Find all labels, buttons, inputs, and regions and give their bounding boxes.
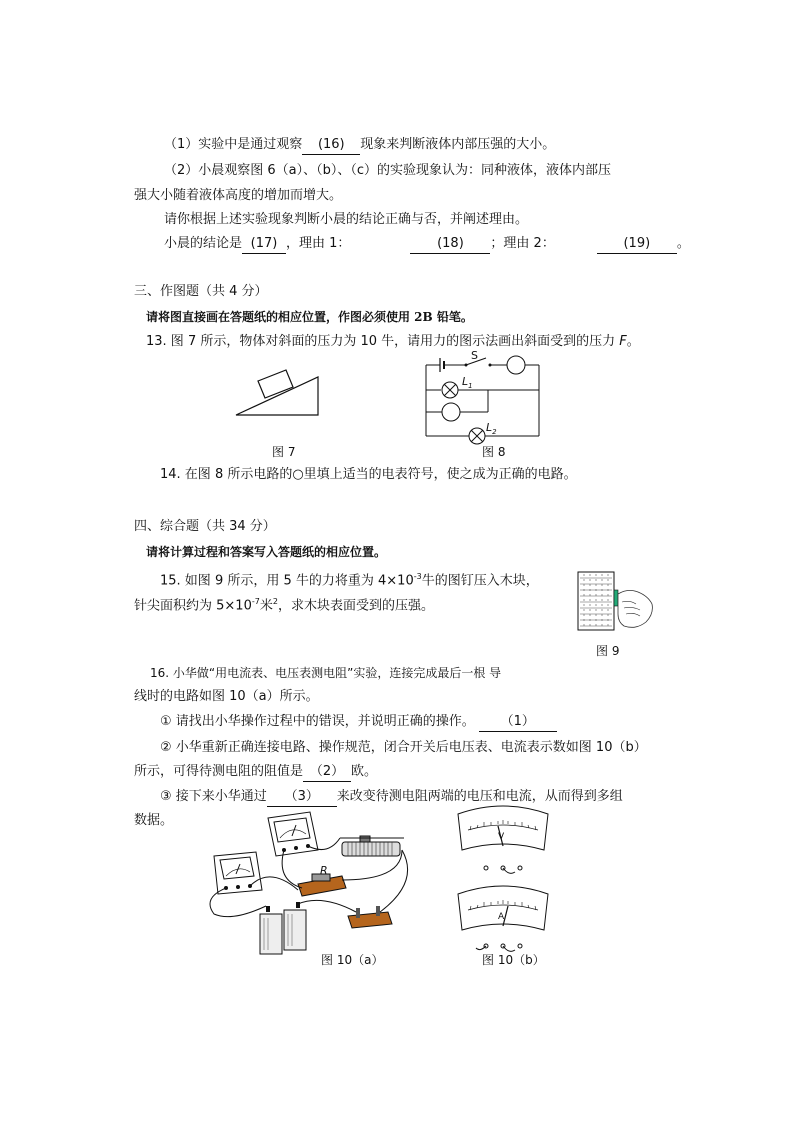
q16-part2-line1: ② 小华重新正确连接电路、操作规范，闭合开关后电压表、电流表示数如图 10（b） — [160, 740, 647, 755]
answer-blank-19: (19) — [597, 235, 677, 254]
q12-part2-line2: 强大小随着液体高度的增加而增大。 — [134, 188, 343, 203]
figure-10b-caption: 图 10（b） — [482, 953, 545, 967]
figure-9-caption: 图 9 — [596, 644, 620, 658]
q16-part2-line2: 所示，可得待测电阻的阻值是 （2） 欧。 — [134, 763, 377, 782]
q16-part3-line2: 数据。 — [134, 813, 174, 828]
q16-line2: 线时的电路如图 10（a）所示。 — [134, 689, 319, 704]
q15-line1: 15. 如图 9 所示，用 5 牛的力将重为 $4\times 10^{-3}$牛的图钉压入木块， — [160, 572, 539, 589]
q16-part3-line1: ③ 接下来小华通过 （3） 来改变待测电阻两端的电压和电流，从而得到多组 — [160, 788, 623, 807]
q13-text: 13. 图 7 所示，物体对斜面的压力为 10 牛，请用力的图示法画出斜面受到的压力 F。 — [146, 334, 640, 349]
q16-line1: 16. 小华做“用电流表、电压表测电阻”实验，连接完成最后一根 导 — [150, 666, 502, 680]
section4-instruction: 请将计算过程和答案写入答题纸的相应位置。 — [146, 545, 387, 559]
answer-blank-3: （3） — [267, 788, 337, 807]
section3-title: 三、作图题（共 4 分） — [134, 284, 268, 299]
q14-text: 14. 在图 8 所示电路的○里填上适当的电表符号，使之成为正确的电路。 — [160, 467, 577, 482]
q12-instruction: 请你根据上述实验现象判断小晨的结论正确与否，并阐述理由。 — [164, 212, 529, 227]
figure-7-caption: 图 7 — [272, 445, 296, 459]
q12-answer-line: 小晨的结论是 (17) ，理由 1： (18) ；理由 2： (19) 。 — [164, 235, 690, 254]
ammeter-dial-label: A — [498, 912, 505, 922]
q12-part1: （1）实验中是通过观察 (16) 现象来判断液体内部压强的大小。 — [164, 136, 555, 155]
lamp-l1-label: $L_1$ — [462, 375, 473, 391]
q16-part1: ① 请找出小华操作过程中的错误，并说明正确的操作。 （1） — [160, 713, 557, 732]
figure-10a-caption: 图 10（a） — [321, 953, 384, 967]
section4-title: 四、综合题（共 34 分） — [134, 519, 276, 534]
resistor-label: R — [320, 864, 328, 877]
switch-label: S — [471, 349, 478, 362]
q12-part2-line1: （2）小晨观察图 6（a）、（b）、（c）的实验现象认为：同种液体，液体内部压 — [164, 163, 612, 178]
answer-blank-16: (16) — [302, 136, 360, 155]
answer-blank-1: （1） — [479, 713, 557, 732]
answer-blank-18: (18) — [410, 235, 490, 254]
section3-instruction: 请将图直接画在答题纸的相应位置，作图必须使用 2B 铅笔。 — [146, 310, 473, 324]
answer-blank-17: (17) — [242, 235, 286, 254]
figure-8-caption: 图 8 — [482, 445, 506, 459]
lamp-l2-label: $L_2$ — [486, 421, 497, 437]
answer-blank-2: （2） — [303, 763, 351, 782]
q15-line2: 针尖面积约为 $5\times 10^{-7}$米$^2$，求木块表面受到的压强。 — [134, 597, 434, 614]
voltmeter-dial-label: V — [498, 832, 505, 842]
